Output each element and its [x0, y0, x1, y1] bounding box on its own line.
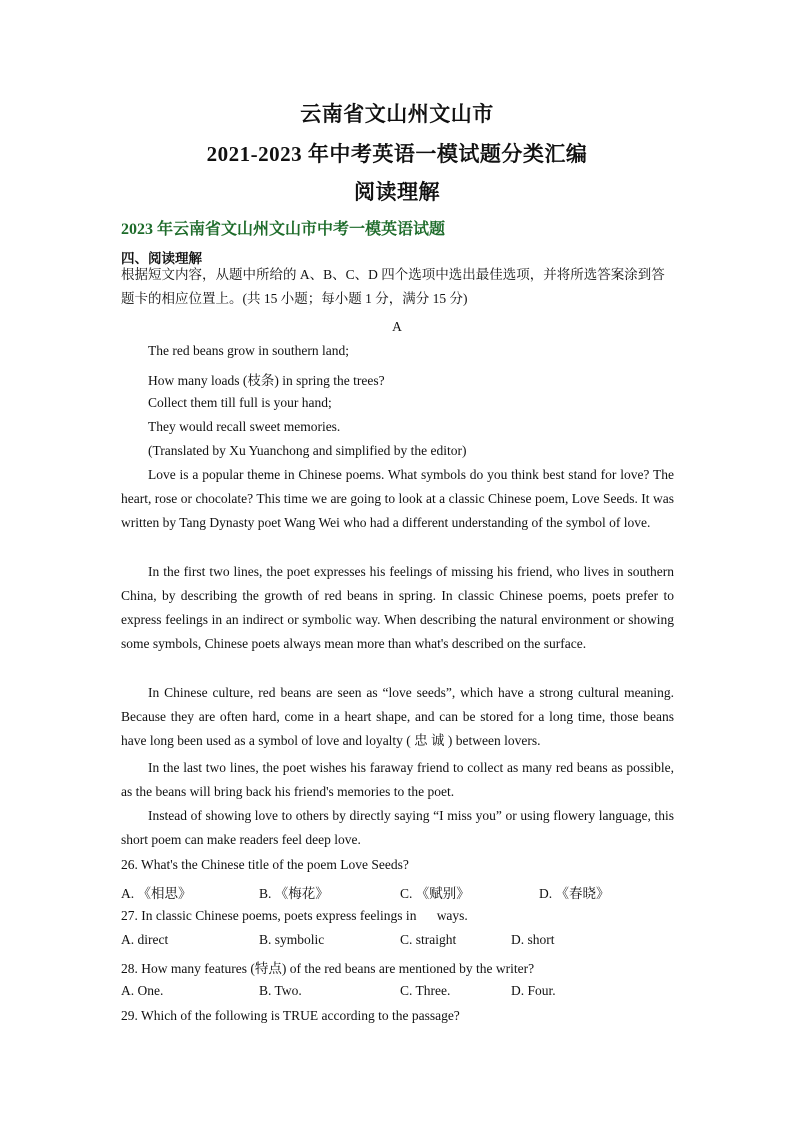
- option-d: D. short: [511, 932, 555, 947]
- part-label: 四、阅读理解: [121, 251, 202, 266]
- passage-paragraph: Love is a popular theme in Chinese poems. What symbols do you think best stand for love? The heart, rose or chocolate? This time we are going to look at a classic Chinese poem, Love Seeds. It was written by Tang Dynasty poet Wang Wei who had a different understanding of the symbol of love.: [121, 467, 674, 530]
- passage-paragraph: In the first two lines, the poet expresses his feelings of missing his friend, who lives in southern China, by describing the growth of red beans in spring. In classic Chinese poems, poets prefer to express feelings in an indirect or symbolic way. When describing the natural environment or showing some symbols, Chinese poets always mean more than what's described on the surface.: [121, 564, 674, 651]
- question-stem: 29. Which of the following is TRUE according to the passage?: [121, 1008, 460, 1023]
- option-b: B. 《梅花》: [259, 886, 329, 901]
- option-a: A. direct: [121, 932, 169, 947]
- poem-line: Collect them till full is your hand;: [148, 395, 332, 410]
- doc-title-collection: 2021-2023 年中考英语一模试题分类汇编: [206, 142, 588, 166]
- poem-translation-note: (Translated by Xu Yuanchong and simplified by the editor): [148, 443, 467, 458]
- option-d: D. Four.: [511, 983, 556, 998]
- poem-line: They would recall sweet memories.: [148, 419, 341, 434]
- question-stem: 26. What's the Chinese title of the poem Love Seeds?: [121, 857, 409, 872]
- passage-paragraph: In Chinese culture, red beans are seen as “love seeds”, which have a strong cultural meaning. Because they are often hard, come in a heart shape, and can be stored for a long time, those beans have long been used as a symbol of love and loyalty ( 忠 诚 ) between lovers.: [121, 685, 674, 748]
- option-b: B. Two.: [259, 983, 302, 998]
- option-d: D. 《春晓》: [539, 886, 610, 901]
- option-a: A. One.: [121, 983, 164, 998]
- option-c: C. 《赋别》: [400, 886, 470, 901]
- passage-paragraph: Instead of showing love to others by directly saying “I miss you” or using flowery language, this short poem can make readers feel deep love.: [121, 808, 674, 847]
- option-b: B. symbolic: [259, 932, 325, 947]
- doc-title-topic: 阅读理解: [354, 180, 440, 204]
- option-c: C. straight: [400, 932, 457, 947]
- poem-line: The red beans grow in southern land;: [148, 343, 349, 358]
- option-a: A. 《相思》: [121, 886, 192, 901]
- passage-label: A: [392, 319, 402, 334]
- instructions: 根据短文内容，从题中所给的 A、B、C、D 四个选项中选出最佳选项，并将所选答案涂到答题卡的相应位置上。(共 15 小题；每小题 1 分，满分 15 分): [121, 267, 665, 306]
- doc-title-region: 云南省文山州文山市: [300, 102, 494, 126]
- option-c: C. Three.: [400, 983, 451, 998]
- passage-paragraph: In the last two lines, the poet wishes his faraway friend to collect as many red beans as possible, as the beans will bring back his friend's memories to the poet.: [121, 760, 674, 799]
- question-stem: 27. In classic Chinese poems, poets express feelings in ways.: [121, 908, 468, 923]
- section-title: 2023 年云南省文山州文山市中考一模英语试题: [121, 221, 446, 238]
- question-stem: 28. How many features (特点) of the red beans are mentioned by the writer?: [121, 961, 535, 976]
- poem-line: How many loads (枝条) in spring the trees?: [148, 373, 385, 388]
